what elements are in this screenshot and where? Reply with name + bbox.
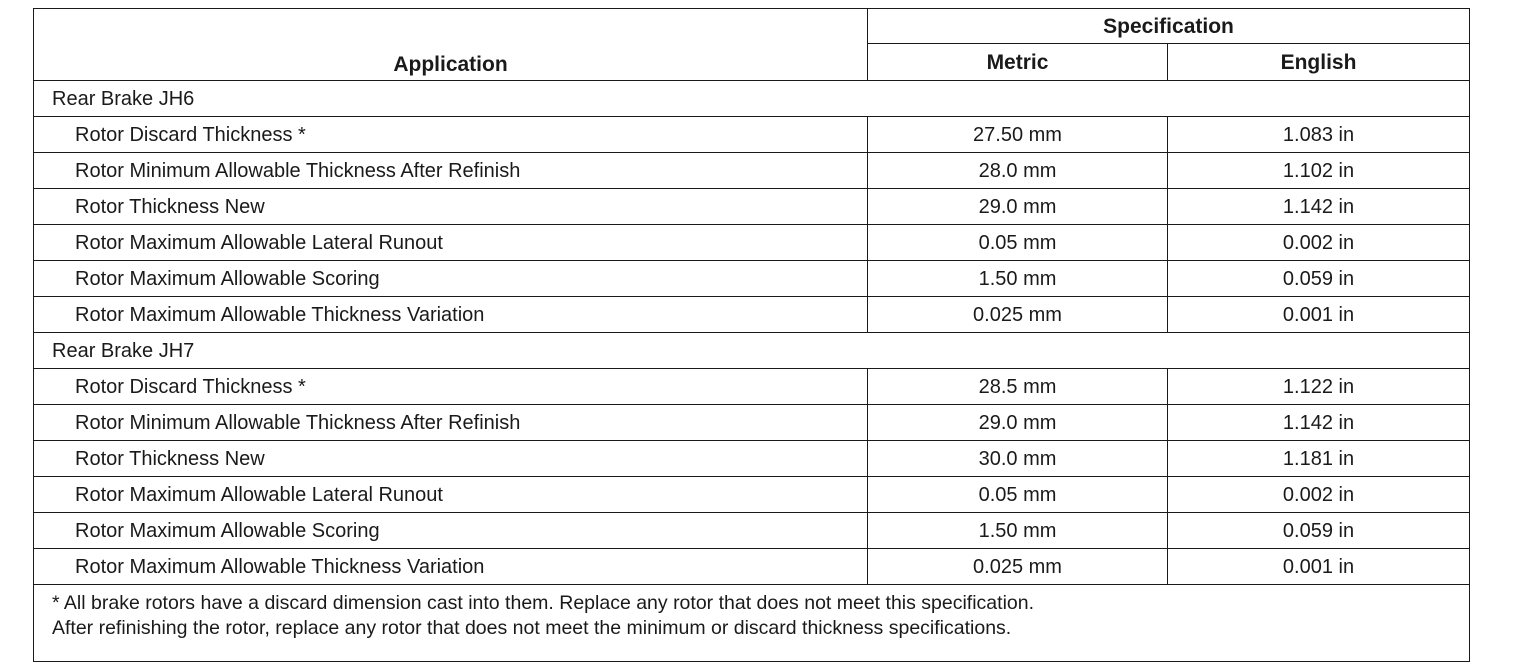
table-row — [34, 513, 1470, 549]
cell-english: 1.122 in — [1168, 369, 1470, 405]
footnote-row — [34, 585, 1470, 662]
cell-metric: 1.50 mm — [868, 513, 1168, 549]
header-metric: Metric — [868, 44, 1168, 81]
table-row — [34, 261, 1470, 297]
cell-application: Rotor Maximum Allowable Scoring — [34, 261, 868, 297]
cell-metric: 28.5 mm — [868, 369, 1168, 405]
group-row-jh7 — [34, 333, 1470, 369]
cell-metric: 0.025 mm — [868, 549, 1168, 585]
table-row — [34, 441, 1470, 477]
cell-application: Rotor Minimum Allowable Thickness After Refinish — [34, 405, 868, 441]
header-english: English — [1168, 44, 1470, 81]
cell-metric: 0.025 mm — [868, 297, 1168, 333]
table-row — [34, 369, 1470, 405]
table-row — [34, 297, 1470, 333]
cell-application: Rotor Maximum Allowable Lateral Runout — [34, 477, 868, 513]
cell-english: 0.002 in — [1168, 225, 1470, 261]
cell-english: 0.002 in — [1168, 477, 1470, 513]
table-row — [34, 405, 1470, 441]
header-specification: Specification — [868, 9, 1470, 44]
cell-english: 0.059 in — [1168, 261, 1470, 297]
cell-metric: 28.0 mm — [868, 153, 1168, 189]
cell-english: 0.001 in — [1168, 297, 1470, 333]
cell-application: Rotor Thickness New — [34, 441, 868, 477]
cell-english: 0.059 in — [1168, 513, 1470, 549]
cell-application: Rotor Minimum Allowable Thickness After Refinish — [34, 153, 868, 189]
cell-metric: 1.50 mm — [868, 261, 1168, 297]
cell-metric: 27.50 mm — [868, 117, 1168, 153]
group-title: Rear Brake JH7 — [34, 333, 1470, 369]
cell-application: Rotor Maximum Allowable Scoring — [34, 513, 868, 549]
cell-english: 1.181 in — [1168, 441, 1470, 477]
cell-metric: 30.0 mm — [868, 441, 1168, 477]
cell-application: Rotor Maximum Allowable Lateral Runout — [34, 225, 868, 261]
table-row — [34, 117, 1470, 153]
cell-application: Rotor Maximum Allowable Thickness Variation — [34, 549, 868, 585]
footnote-line-2: After refinishing the rotor, replace any rotor that does not meet the minimum or discard thickness specifications. — [52, 617, 1012, 640]
brake-rotor-spec-table — [33, 8, 1470, 662]
cell-english: 0.001 in — [1168, 549, 1470, 585]
group-row-jh6 — [34, 81, 1470, 117]
table-row — [34, 153, 1470, 189]
cell-application: Rotor Thickness New — [34, 189, 868, 225]
cell-metric: 0.05 mm — [868, 225, 1168, 261]
cell-application: Rotor Discard Thickness * — [34, 117, 868, 153]
table-row — [34, 225, 1470, 261]
cell-application: Rotor Discard Thickness * — [34, 369, 868, 405]
table-row — [34, 549, 1470, 585]
header-application: Application — [34, 9, 868, 81]
group-title: Rear Brake JH6 — [34, 81, 1470, 117]
cell-english: 1.102 in — [1168, 153, 1470, 189]
cell-metric: 29.0 mm — [868, 189, 1168, 225]
cell-metric: 0.05 mm — [868, 477, 1168, 513]
table-row — [34, 477, 1470, 513]
cell-english: 1.142 in — [1168, 405, 1470, 441]
cell-metric: 29.0 mm — [868, 405, 1168, 441]
cell-application: Rotor Maximum Allowable Thickness Variation — [34, 297, 868, 333]
cell-english: 1.142 in — [1168, 189, 1470, 225]
table-row — [34, 189, 1470, 225]
cell-english: 1.083 in — [1168, 117, 1470, 153]
footnote — [34, 585, 1470, 662]
footnote-line-1: * All brake rotors have a discard dimension cast into them. Replace any rotor that does not meet this specification. — [52, 592, 1035, 614]
